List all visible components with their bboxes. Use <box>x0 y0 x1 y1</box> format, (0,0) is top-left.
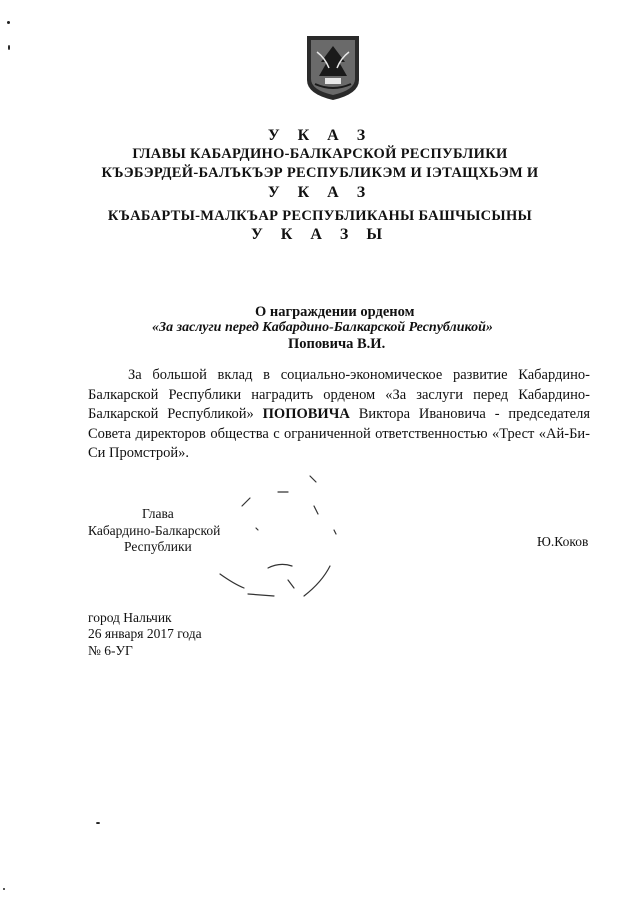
signature-icon <box>218 470 348 602</box>
subject-line3: Поповича В.И. <box>288 336 386 352</box>
ukaz-title-ru: У К А З <box>267 127 373 144</box>
coat-of-arms-icon <box>303 32 363 102</box>
signatory-position-line1: Глава <box>142 506 174 521</box>
ukaz-title-balkar: У К А З Ы <box>250 226 390 243</box>
decree-number: № 6-УГ <box>88 643 133 658</box>
signatory-name: Ю.Коков <box>537 534 589 549</box>
title-ru: ГЛАВЫ КАБАРДИНО-БАЛКАРСКОЙ РЕСПУБЛИКИ <box>132 146 508 162</box>
signatory-position-line3: Республики <box>124 539 192 554</box>
issue-city: город Нальчик <box>88 610 172 625</box>
signatory-position-line2: Кабардино-Балкарской <box>88 523 221 538</box>
issue-date: 26 января 2017 года <box>88 626 202 641</box>
subject-line1: О награждении орденом <box>255 304 415 320</box>
scan-speck <box>3 888 5 890</box>
scan-speck <box>96 822 100 824</box>
ukaz-title-kabardian: У К А З <box>267 184 373 201</box>
subject-line2: «За заслуги перед Кабардино-Балкарской Республикой» <box>152 320 493 335</box>
title-balkar: КЪАБАРТЫ-МАЛКЪАР РЕСПУБЛИКАНЫ БАШЧЫСЫНЫ <box>107 208 533 224</box>
decree-body <box>88 366 590 464</box>
awardee-surname: ПОПОВИЧА <box>262 406 350 422</box>
body-suffix: Виктора Ивановича - председателя Совета директоров общества с ограниченной ответственностью «Трест «Ай-Би-Си Промстрой». <box>88 406 591 461</box>
body-prefix: За большой вклад в социально-экономическое развитие Кабардино-Балкарской Республики наградить орденом «За заслуги перед Кабардино-Балкарской Республикой» <box>88 367 590 422</box>
scan-speck <box>8 45 10 50</box>
scan-speck <box>7 21 10 24</box>
title-kabardian: КЪЭБЭРДЕЙ-БАЛЪКЪЭР РЕСПУБЛИКЭМ И ІЭТАЩХЬЭМ И <box>101 165 539 181</box>
